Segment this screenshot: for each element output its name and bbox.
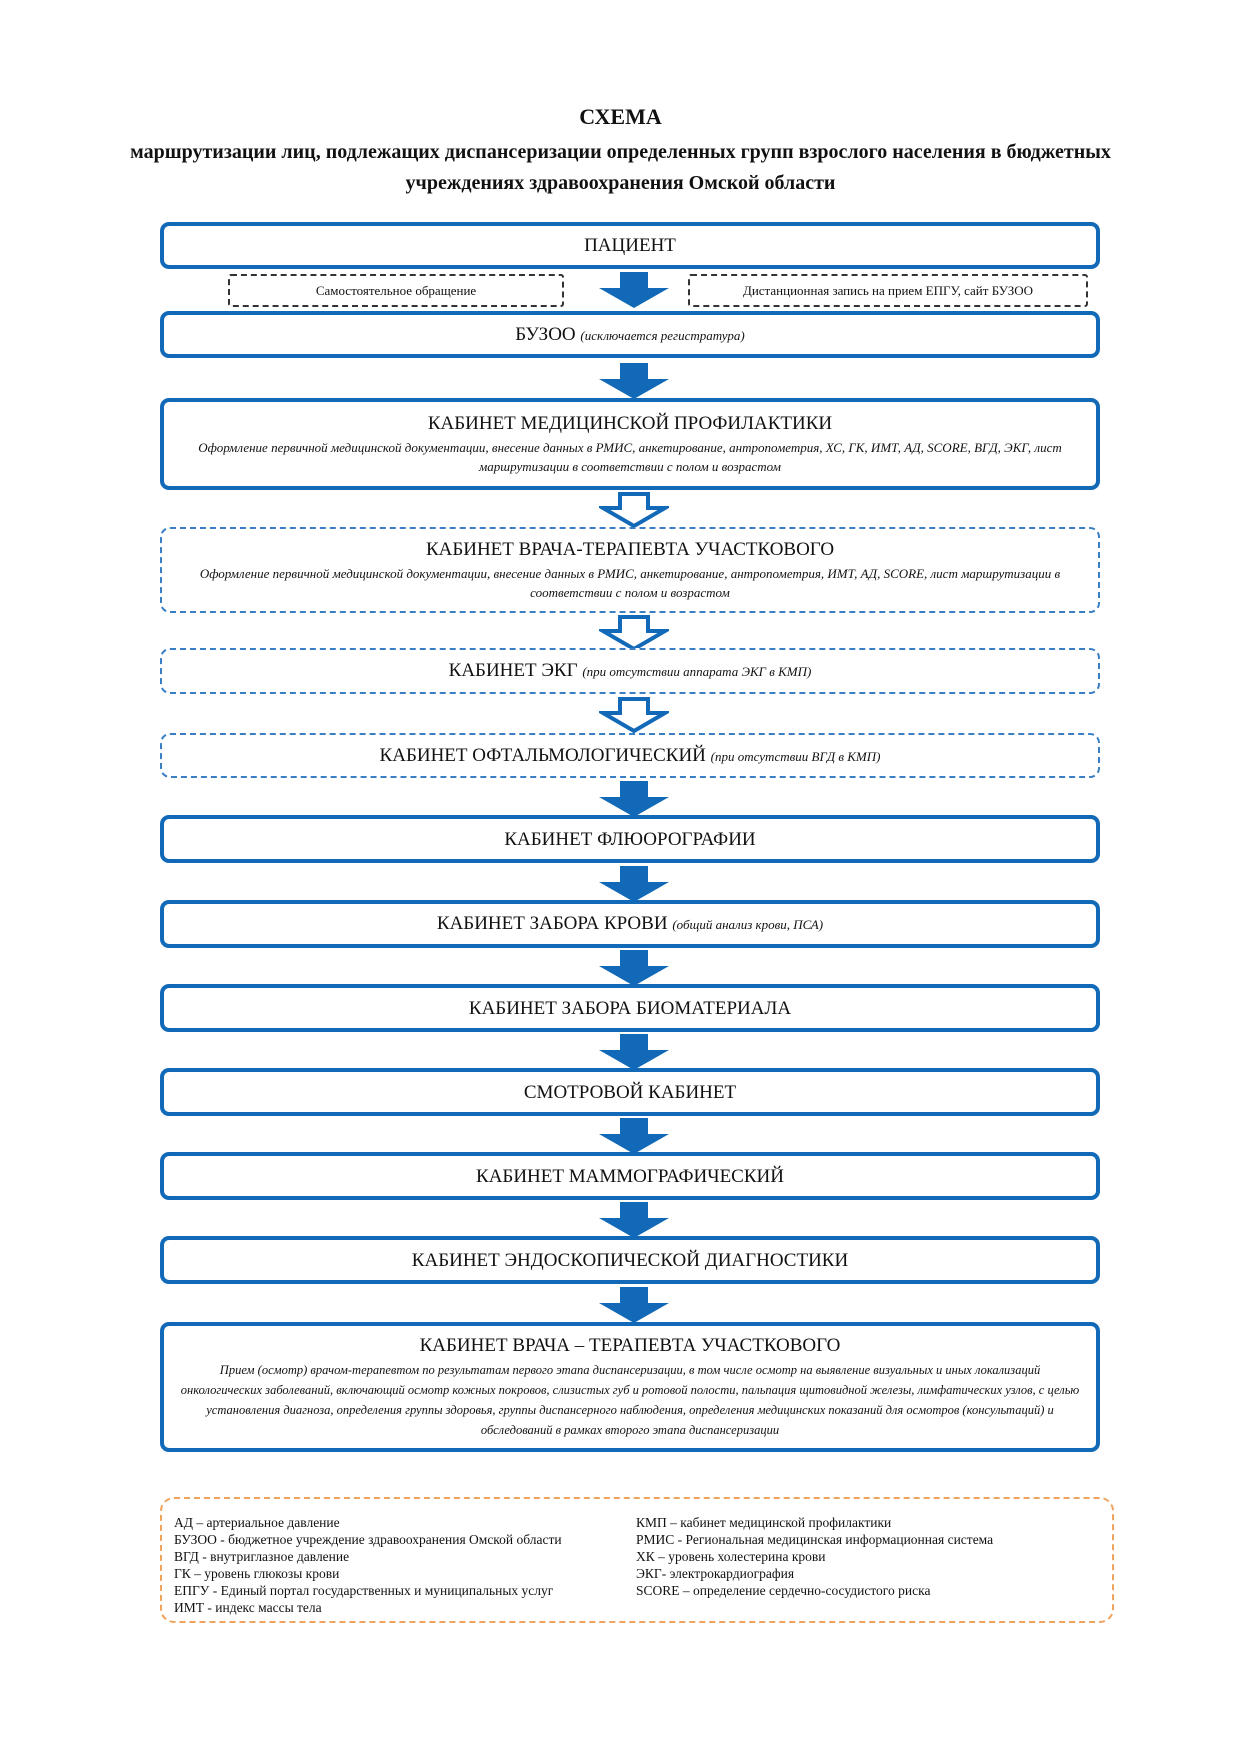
- legend-item: ВГД - внутриглазное давление: [174, 1549, 350, 1564]
- step-title: БУЗОО: [515, 323, 576, 345]
- step-title: КАБИНЕТ ФЛЮОРОГРАФИИ: [504, 828, 756, 850]
- legend-item: БУЗОО - бюджетное учреждение здравоохранения Омской области: [174, 1532, 562, 1547]
- flow-arrow: [599, 272, 669, 308]
- source-label: Самостоятельное обращение: [315, 282, 477, 298]
- step-description: Оформление первичной медицинской документации, внесение данных в РМИС, анкетирование, антропометрия, ИМТ, АД, SCORE, лист маршрутизации в соответствии с полом и возрастом: [199, 566, 1061, 600]
- step-examination-room: [160, 1068, 1100, 1116]
- abbreviations-legend: [160, 1497, 1114, 1623]
- step-ophthalmology-cabinet: [160, 733, 1100, 778]
- legend-column-left: [174, 1514, 636, 1621]
- step-title: КАБИНЕТ ОФТАЛЬМОЛОГИЧЕСКИЙ: [379, 744, 706, 766]
- legend-item: ГК – уровень глюкозы крови: [174, 1566, 340, 1581]
- legend-column-right: [636, 1514, 993, 1621]
- step-patient: [160, 222, 1100, 269]
- flow-arrow: [599, 1034, 669, 1070]
- step-fluorography-cabinet: [160, 815, 1100, 863]
- flow-arrow: [599, 363, 669, 399]
- legend-item: ЕПГУ - Единый портал государственных и муниципальных услуг: [174, 1583, 554, 1598]
- legend-item: ИМТ - индекс массы тела: [174, 1600, 322, 1615]
- flow-arrow-hollow: [599, 492, 669, 528]
- flow-arrow: [599, 950, 669, 986]
- step-title: ПАЦИЕНТ: [584, 235, 676, 256]
- step-title: КАБИНЕТ ЗАБОРА БИОМАТЕРИАЛА: [468, 997, 792, 1019]
- flow-arrow: [599, 1118, 669, 1154]
- step-note: (при отсутствии аппарата ЭКГ в КМП): [582, 664, 812, 679]
- flow-arrow: [599, 1287, 669, 1323]
- source-remote-appointment: [688, 274, 1088, 307]
- step-therapist-cabinet: [160, 527, 1100, 613]
- flow-arrow: [599, 781, 669, 817]
- step-endoscopy-cabinet: [160, 1236, 1100, 1284]
- flow-arrow: [599, 1202, 669, 1238]
- source-self-referral: [228, 274, 564, 307]
- source-label: Дистанционная запись на прием ЕПГУ, сайт БУЗОО: [742, 282, 1034, 298]
- legend-item: РМИС - Региональная медицинская информационная система: [636, 1532, 994, 1547]
- step-title: КАБИНЕТ ЭНДОСКОПИЧЕСКОЙ ДИАГНОСТИКИ: [411, 1249, 849, 1271]
- legend-item: ХК – уровень холестерина крови: [636, 1549, 826, 1564]
- diagram-subtitle: маршрутизации лиц, подлежащих диспансеризации определенных групп взрослого населения в бюджетных учреждениях здравоохранения Омской области: [130, 141, 1111, 194]
- legend-item: КМП – кабинет медицинской профилактики: [636, 1515, 892, 1530]
- step-prevention-cabinet: [160, 398, 1100, 490]
- step-note: (при отсутствии ВГД в КМП): [710, 748, 881, 764]
- step-title: КАБИНЕТ ВРАЧА-ТЕРАПЕВТА УЧАСТКОВОГО: [425, 539, 835, 560]
- step-note: (исключается регистратура): [580, 327, 745, 343]
- step-title: КАБИНЕТ ВРАЧА – ТЕРАПЕВТА УЧАСТКОВОГО: [419, 1335, 841, 1356]
- legend-item: ЭКГ- электрокардиография: [636, 1566, 795, 1581]
- flow-arrow-hollow: [599, 697, 669, 733]
- flow-arrow-hollow: [599, 615, 669, 651]
- step-final-therapist-cabinet: [160, 1322, 1100, 1452]
- diagram-title: СХЕМА: [579, 104, 662, 129]
- step-title: КАБИНЕТ ЗАБОРА КРОВИ: [436, 913, 668, 934]
- step-note: (общий анализ крови, ПСА): [672, 917, 824, 932]
- legend-item: АД – артериальное давление: [174, 1515, 340, 1530]
- step-ecg-cabinet: [160, 648, 1100, 694]
- step-title: КАБИНЕТ МАММОГРАФИЧЕСКИЙ: [476, 1165, 784, 1187]
- step-title: КАБИНЕТ МЕДИЦИНСКОЙ ПРОФИЛАКТИКИ: [427, 413, 833, 434]
- step-title: СМОТРОВОЙ КАБИНЕТ: [523, 1081, 737, 1103]
- step-blood-sampling-cabinet: [160, 900, 1100, 948]
- flow-arrow: [599, 866, 669, 902]
- step-description: Прием (осмотр) врачом-терапевтом по результатам первого этапа диспансеризации, в том числе осмотр на выявление визуальных и иных локализаций онкологических заболеваний, включающий осмотр кожных покровов, слизистых губ и ротовой полости, пальпация щитовидной железы, лимфатических узлов, с целью установления диагноза, определения группы здоровья, группы диспансерного наблюдения, определения медицинских показаний для осмотров (консультаций) и обследований в рамках второго этапа диспансеризации: [180, 1363, 1080, 1437]
- step-biomaterial-cabinet: [160, 984, 1100, 1032]
- step-buzoo: [160, 311, 1100, 358]
- step-description: Оформление первичной медицинской документации, внесение данных в РМИС, анкетирование, антропометрия, ХС, ГК, ИМТ, АД, SCORE, ВГД, ЭКГ, лист маршрутизации в соответствии с полом и возрастом: [198, 440, 1062, 474]
- step-title: КАБИНЕТ ЭКГ: [448, 660, 578, 681]
- legend-item: SCORE – определение сердечно-сосудистого риска: [636, 1583, 931, 1598]
- step-mammography-cabinet: [160, 1152, 1100, 1200]
